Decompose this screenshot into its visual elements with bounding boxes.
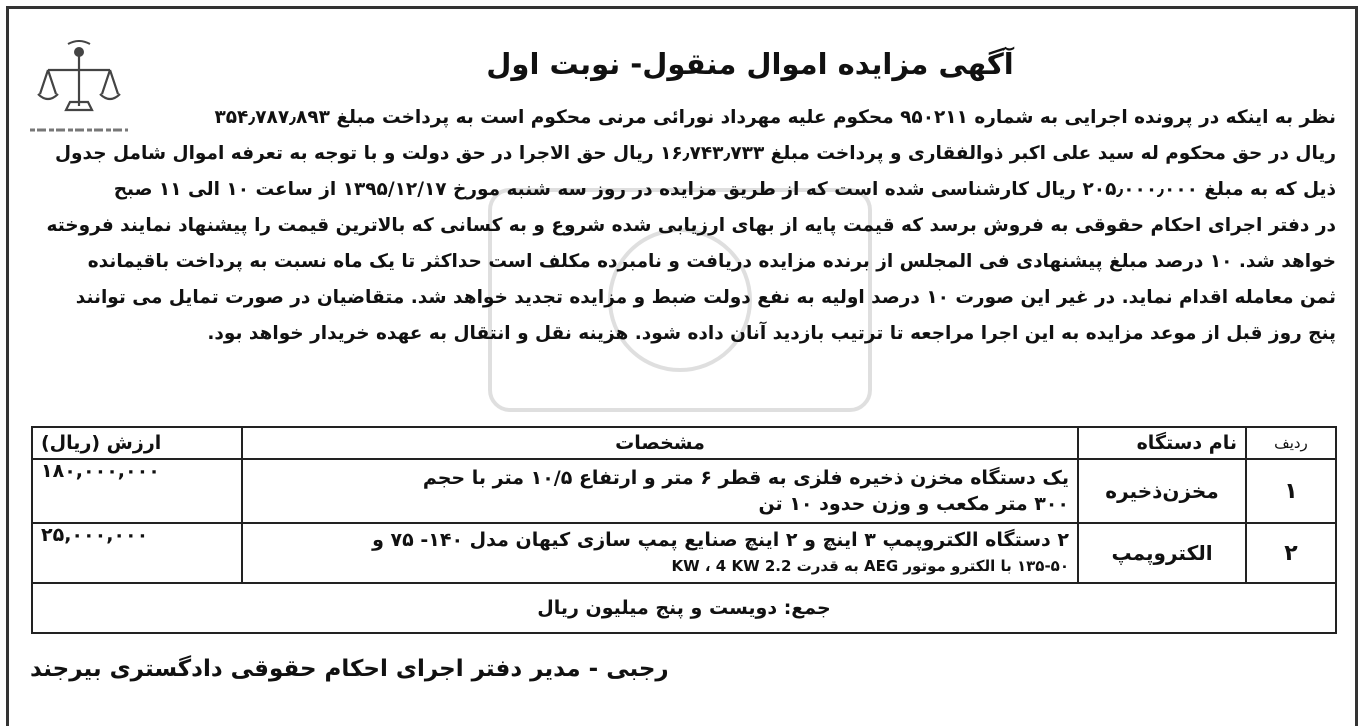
body-line: نظر به اینکه در پرونده اجرایی به شماره ۹۵۰۲۱۱ محکوم علیه مهرداد نورائی مرنی محکوم است به پرداخت مبلغ ۳۵۴٫۷۸۷٫۸۹۳ (214, 107, 1336, 128)
spec-line: ۳۰۰ متر مکعب و وزن حدود ۱۰ تن (758, 493, 1069, 515)
row-device-name: مخزن‌ذخیره (1078, 459, 1246, 523)
items-table (31, 426, 1337, 634)
row-value: ۲۵,۰۰۰,۰۰۰ (32, 523, 242, 583)
spec-line: یک دستگاه مخزن ذخیره فلزی به قطر ۶ متر و ارتفاع ۱۰/۵ متر با حجم (422, 467, 1069, 489)
table-row (32, 459, 1336, 523)
row-index: ۱ (1246, 459, 1336, 523)
row-value: ۱۸۰,۰۰۰,۰۰۰ (32, 459, 242, 523)
body-line: ثمن معامله اقدام نماید. در غیر این صورت ۱۰ درصد اولیه به نفع دولت ضبط و مزایده تجدید خواهد شد. متقاضیان در صورت تمایل می توانند (75, 287, 1336, 308)
spec-line: ۱۳۵-۵۰ با الکترو موتور AEG به قدرت 2.2 KW ، 4 KW (671, 557, 1069, 575)
total-amount: جمع: دویست و پنج میلیون ریال (32, 583, 1336, 633)
header-specifications: مشخصات (242, 427, 1078, 459)
body-line: پنج روز قبل از موعد مزایده به این اجرا مراجعه تا ترتیب بازدید آنان داده شود. هزینه نقل و انتقال به عهده خریدار خواهد بود. (207, 323, 1336, 344)
header-value: ارزش (ریال) (32, 427, 242, 459)
row-specifications (242, 523, 1078, 583)
notice-body (30, 100, 1336, 352)
table-row (32, 523, 1336, 583)
row-device-name: الکتروپمپ (1078, 523, 1246, 583)
body-line: ریال در حق محکوم له سید علی اکبر ذوالفقاری و پرداخت مبلغ ۱۶٫۷۴۳٫۷۳۳ ریال حق الاجرا در حق دولت و با توجه به تعرفه اموال شامل جدول (54, 143, 1336, 164)
body-line: خواهد شد. ۱۰ درصد مبلغ پیشنهادی فی المجلس از برنده مزایده دریافت و نامبرده مکلف است حداکثر تا یک ماه نسبت به پرداخت باقیمانده (87, 251, 1336, 272)
body-line: ذیل که به مبلغ ۲۰۵٫۰۰۰٫۰۰۰ ریال کارشناسی شده است که از طریق مزایده در روز سه شنبه مورخ ۱۳۹۵/۱۲/۱۷ از ساعت ۱۰ الی ۱۱ صبح (113, 179, 1336, 200)
notice-title: آگهی مزایده اموال منقول- نوبت اول (486, 47, 1014, 81)
row-specifications (242, 459, 1078, 523)
table-header-row (32, 427, 1336, 459)
header-device-name: نام دستگاه (1078, 427, 1246, 459)
body-line: در دفتر اجرای احکام حقوقی به فروش برسد که قیمت پایه از بهای ارزیابی شده شروع و به کسانی که بالاترین قیمت را پیشنهاد نمایند فروخته (46, 215, 1336, 236)
table-total-row (32, 583, 1336, 633)
row-index: ۲ (1246, 523, 1336, 583)
spec-line: ۲ دستگاه الکتروپمپ ۳ اینچ و ۲ اینچ صنایع پمپ سازی کیهان مدل ۱۴۰- ۷۵ و (372, 529, 1069, 551)
header-index: ردیف (1246, 427, 1336, 459)
signature-line: رجبی - مدیر دفتر اجرای احکام حقوقی دادگستری بیرجند (30, 656, 669, 682)
